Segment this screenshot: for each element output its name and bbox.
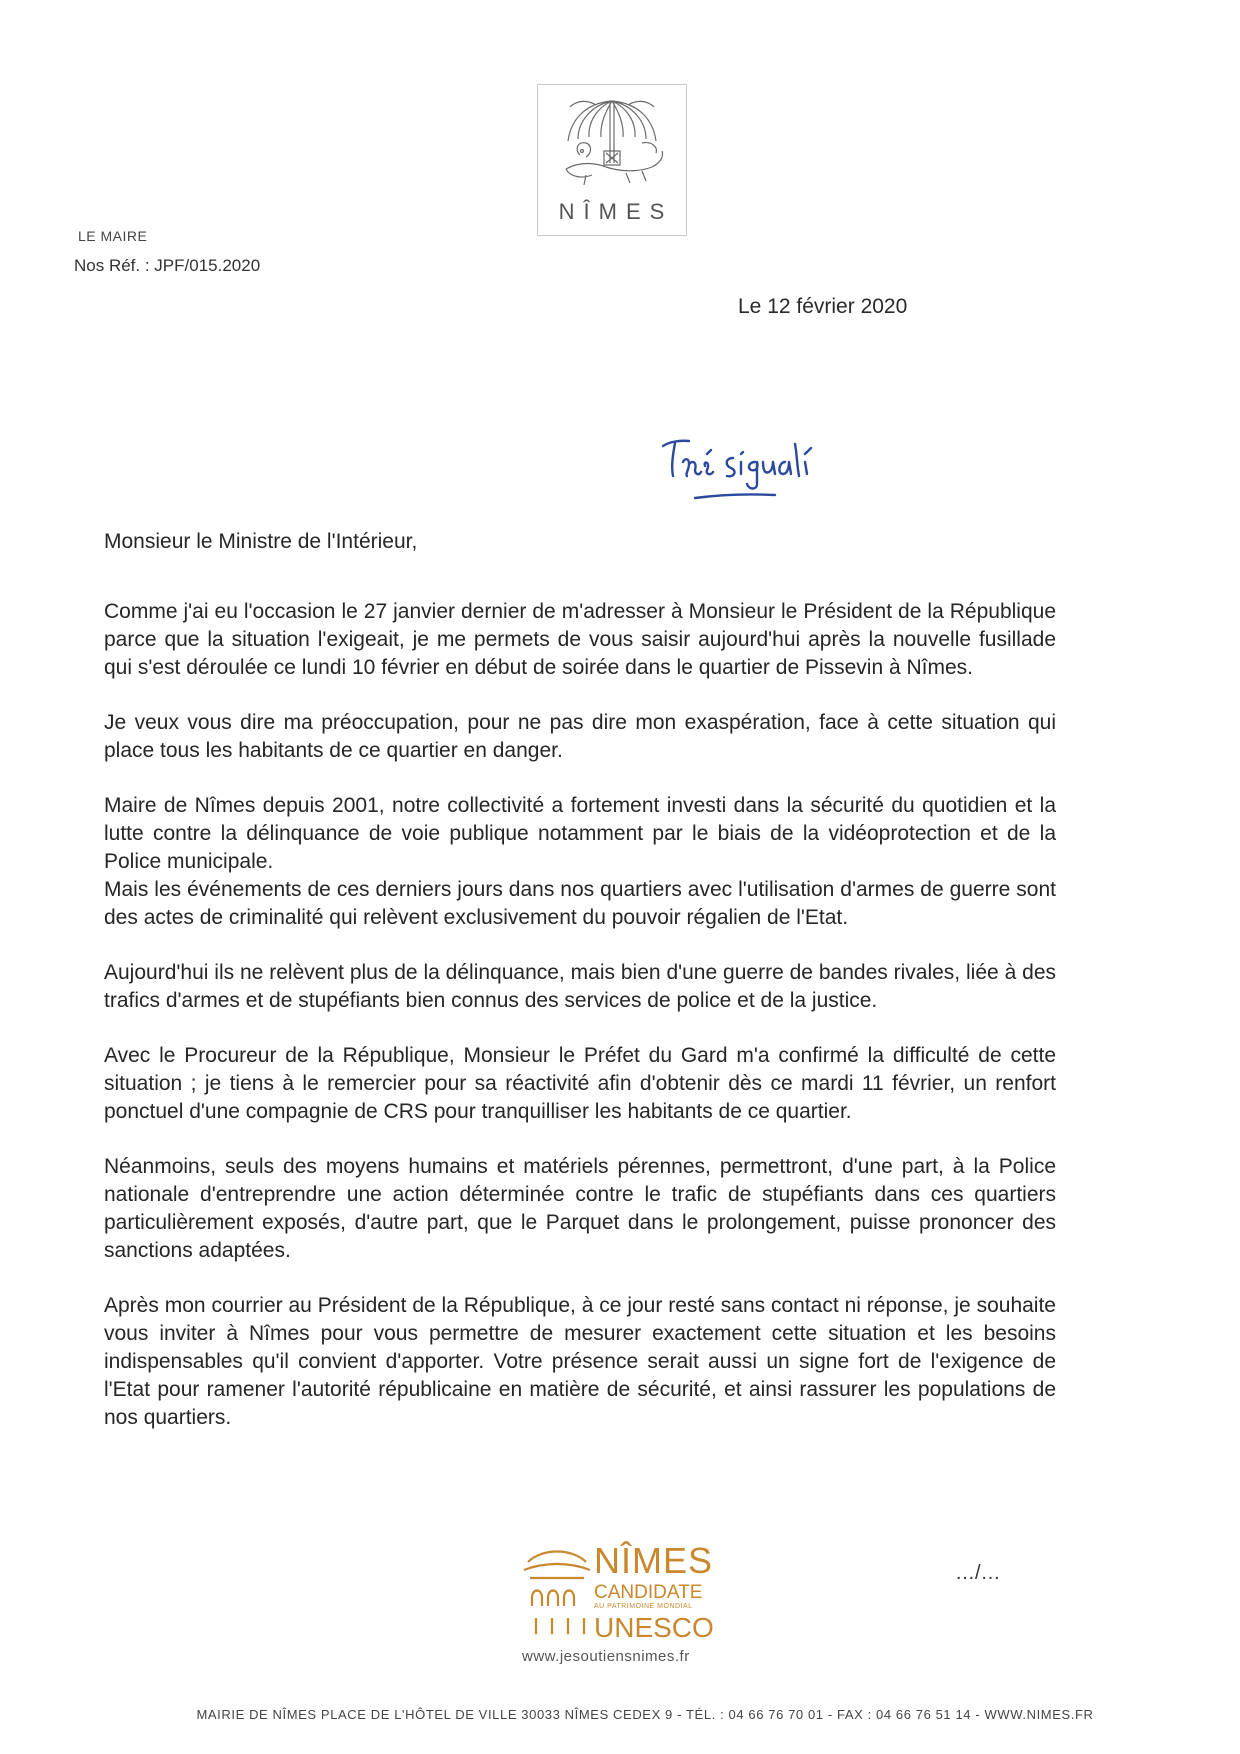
letter-body [104, 598, 1056, 1459]
paragraph: Comme j'ai eu l'occasion le 27 janvier dernier de m'adresser à Monsieur le Président de la République parce que la situation l'exigeait, je me permets de vous saisir aujourd'hui après la nouvelle fusillade qui s'est déroulée ce lundi 10 février en début de soirée dans le quartier de Pissevin à Nîmes. [104, 600, 1056, 679]
campaign-url: www.jesoutiensnimes.fr [522, 1648, 690, 1665]
unesco-logo-line1: NÎMES [594, 1540, 714, 1581]
paragraph: Après mon courrier au Président de la République, à ce jour resté sans contact ni réponse, je souhaite vous inviter à Nîmes pour vous permettre de mesurer exactement cette situation et les besoins indispensables qu'il convient d'apporter. Votre présence serait aussi un signe fort de l'exigence de l'Etat pour ramener l'autorité républicaine en matière de sécurité, et ainsi rassurer les populations de nos quartiers. [104, 1294, 1056, 1429]
unesco-logo-line3: AU PATRIMOINE MONDIAL [594, 1603, 693, 1610]
nimes-crest-logo [537, 84, 687, 236]
arena-icon [522, 1540, 592, 1650]
paragraph: Néanmoins, seuls des moyens humains et matériels pérennes, permettront, d'une part, à la Police nationale d'entreprendre une action déterminée contre le trafic de stupéfiants dans ces quartiers particulièrement exposés, d'autre part, que le Parquet dans le prolongement, puisse prononcer des sanctions adaptées. [104, 1155, 1056, 1262]
unesco-candidate-logo [522, 1540, 717, 1650]
unesco-logo-line4: UNESCO [594, 1612, 714, 1643]
paragraph: Maire de Nîmes depuis 2001, notre collectivité a fortement investi dans la sécurité du quotidien et la lutte contre la délinquance de voie publique notamment par le biais de la vidéoprotection et de la Police municipale. [104, 794, 1056, 873]
footer-address: MAIRIE DE NÎMES PLACE DE L'HÔTEL DE VILLE 30033 NÎMES CEDEX 9 - TÉL. : 04 66 76 70 01 - FAX : 04 66 76 51 14 - WWW.NIMES.FR [196, 1707, 1094, 1722]
paragraph: Aujourd'hui ils ne relèvent plus de la délinquance, mais bien d'une guerre de bandes rivales, liée à des trafics d'armes et de stupéfiants bien connus des services de police et de la justice. [104, 961, 1056, 1012]
letter-date: Le 12 février 2020 [738, 295, 908, 318]
sender-title: LE MAIRE [78, 228, 148, 244]
paragraph: Je veux vous dire ma préoccupation, pour ne pas dire mon exaspération, face à cette situation qui place tous les habitants de ce quartier en danger. [104, 711, 1056, 762]
page-continuation-mark: …/… [955, 1562, 1001, 1584]
handwritten-annotation [655, 432, 835, 512]
unesco-logo-line2: CANDIDATE [594, 1582, 703, 1603]
reference-number: Nos Réf. : JPF/015.2020 [74, 256, 261, 275]
palm-crocodile-icon [556, 91, 668, 196]
paragraph: Avec le Procureur de la République, Monsieur le Préfet du Gard m'a confirmé la difficulté de cette situation ; je tiens à le remercier pour sa réactivité afin d'obtenir dès ce mardi 11 février, un renfort ponctuel d'une compagnie de CRS pour tranquilliser les habitants de ce quartier. [104, 1044, 1056, 1123]
salutation: Monsieur le Ministre de l'Intérieur, [104, 530, 418, 553]
paragraph: Mais les événements de ces derniers jours dans nos quartiers avec l'utilisation d'armes de guerre sont des actes de criminalité qui relèvent exclusivement du pouvoir régalien de l'Etat. [104, 878, 1056, 929]
crest-city-name: NÎMES [558, 199, 674, 224]
